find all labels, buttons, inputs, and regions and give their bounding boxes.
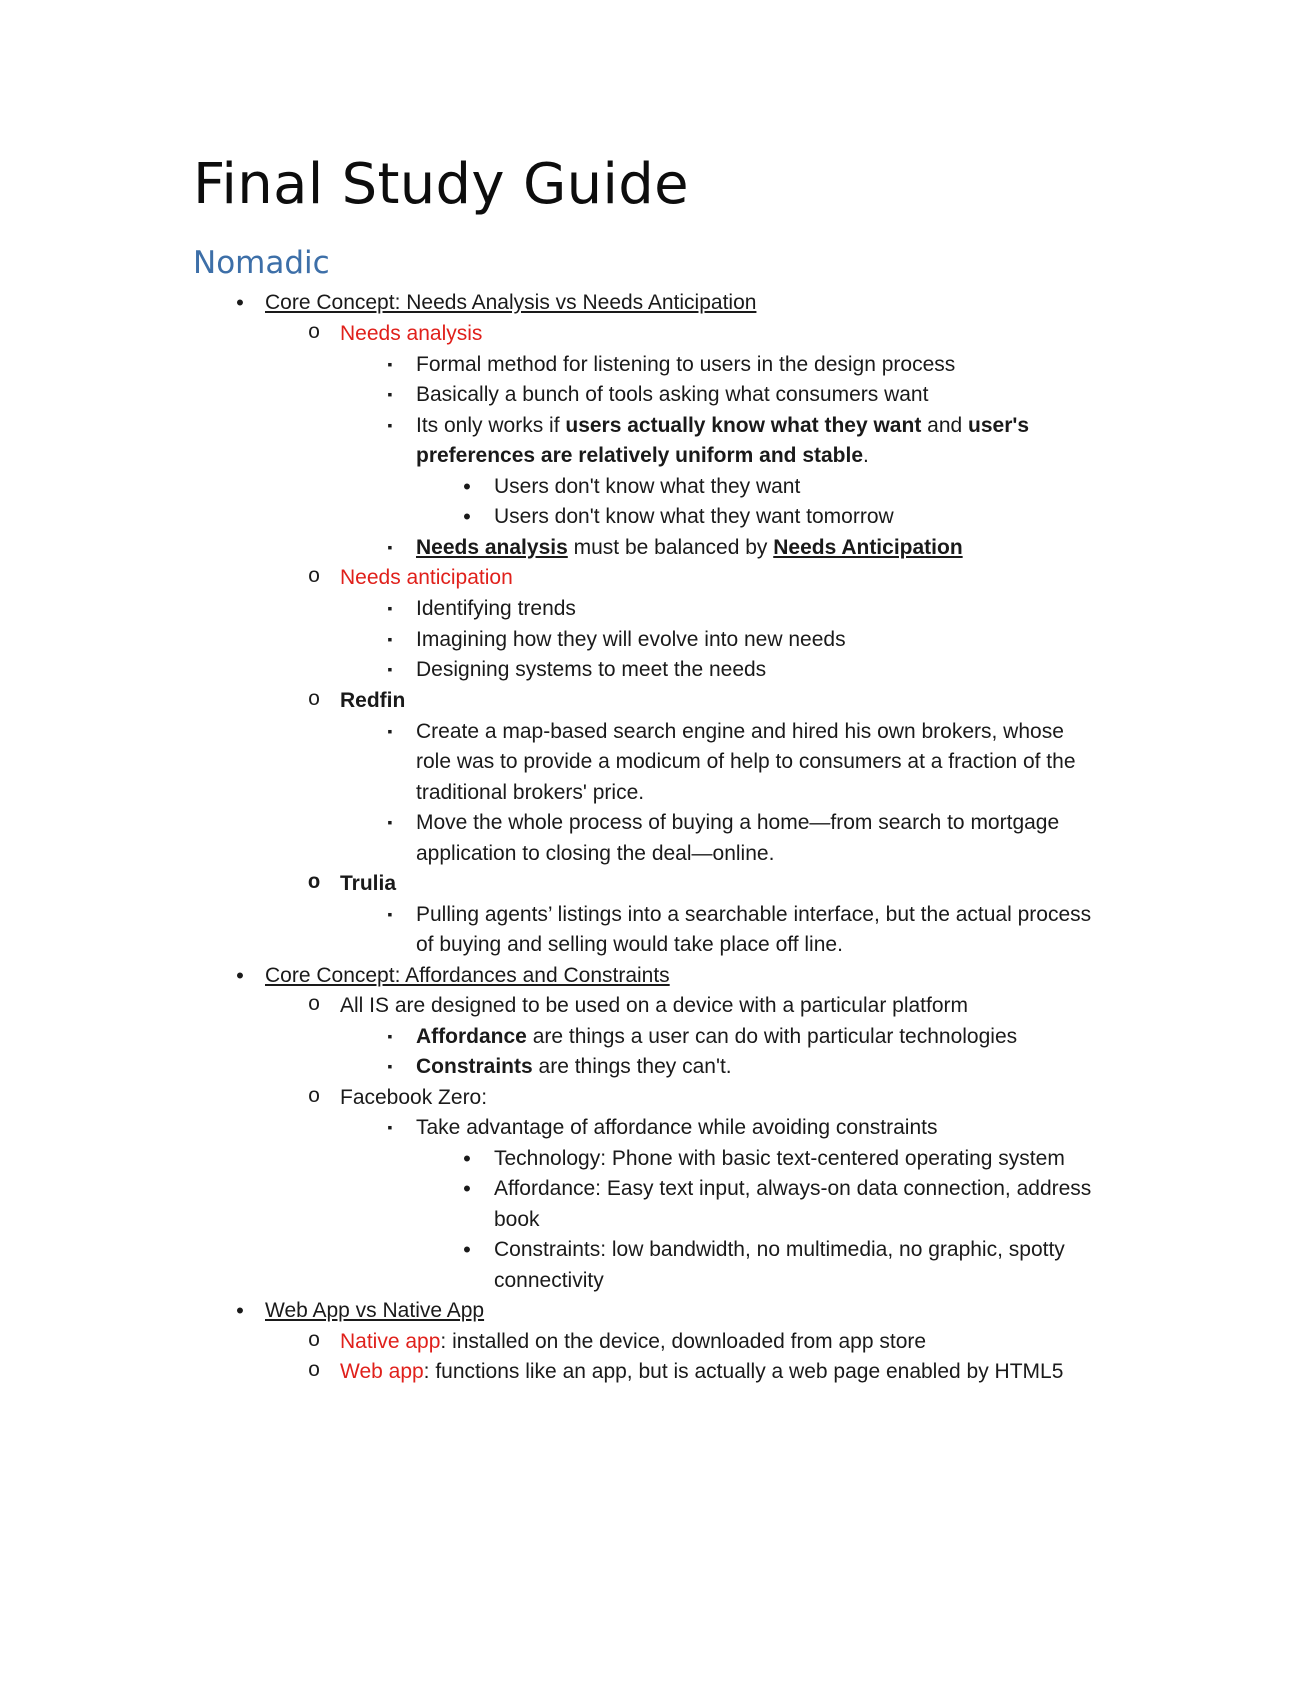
- text-run: : functions like an app, but is actually a web page enabled by HTML5: [423, 1360, 1064, 1383]
- list-item-text: Technology: Phone with basic text-centered operating system: [494, 1147, 1065, 1170]
- list-item-text: Facebook Zero:: [340, 1086, 488, 1109]
- text-run: : installed on the device, downloaded from app store: [440, 1330, 927, 1353]
- list-item-text: [416, 1051, 732, 1082]
- list-item-continuation: traditional brokers' price.: [416, 781, 645, 804]
- bullet-disc-icon: •: [463, 504, 471, 529]
- list-item-text: Basically a bunch of tools asking what consumers want: [416, 383, 929, 406]
- list-item-text: [416, 532, 963, 563]
- list-item-continuation: connectivity: [494, 1269, 604, 1292]
- list-item-text: [340, 1326, 926, 1357]
- list-item-text: Create a map-based search engine and hired his own brokers, whose: [416, 720, 1064, 743]
- bullet-disc-icon: •: [463, 474, 471, 499]
- bullet-square-icon: ▪: [387, 600, 393, 616]
- text-run: .: [863, 444, 869, 467]
- core-concept-label: Core Concept: Needs Analysis vs Needs Anticipation: [265, 291, 757, 314]
- section-heading: Nomadic: [193, 245, 330, 281]
- red-term: Web app: [340, 1360, 424, 1383]
- list-item-text: Imagining how they will evolve into new needs: [416, 628, 846, 651]
- list-item-text: Users don't know what they want: [494, 475, 801, 498]
- list-item-text: Pulling agents’ listings into a searchable interface, but the actual process: [416, 903, 1092, 926]
- list-item-continuation: role was to provide a modicum of help to consumers at a fraction of the: [416, 750, 1076, 773]
- list-item-continuation: application to closing the deal—online.: [416, 842, 775, 865]
- text-run: are things a user can do with particular technologies: [526, 1025, 1018, 1048]
- list-item-text: Affordance: Easy text input, always-on data connection, address: [494, 1177, 1092, 1200]
- text-run: and: [921, 414, 969, 437]
- bullet-square-icon: ▪: [387, 386, 393, 402]
- core-concept-label: Web App vs Native App: [265, 1299, 485, 1322]
- needs-analysis-label: Needs analysis: [340, 322, 483, 345]
- list-item-text: [416, 1021, 1017, 1052]
- text-run: Its only works if: [416, 414, 566, 437]
- needs-anticipation-label: Needs anticipation: [340, 566, 513, 589]
- bold-text: Affordance: [416, 1025, 527, 1048]
- bullet-circle-icon: o: [307, 1086, 321, 1109]
- list-item-text: [416, 410, 1029, 441]
- text-run: must be balanced by: [567, 536, 774, 559]
- list-item-text: Identifying trends: [416, 597, 576, 620]
- bullet-square-icon: ▪: [387, 417, 393, 433]
- bold-text: Needs analysis: [416, 536, 568, 559]
- list-item-text: Formal method for listening to users in the design process: [416, 353, 956, 376]
- redfin-label: Redfin: [340, 689, 406, 712]
- list-item-text: Users don't know what they want tomorrow: [494, 505, 894, 528]
- list-item-continuation: [416, 440, 869, 471]
- bullet-square-icon: ▪: [387, 1119, 393, 1135]
- bullet-circle-icon: o: [307, 1360, 321, 1383]
- bullet-square-icon: ▪: [387, 539, 393, 555]
- bullet-disc-icon: •: [236, 290, 244, 315]
- text-run: are things they can't.: [532, 1055, 732, 1078]
- red-term: Native app: [340, 1330, 441, 1353]
- bold-text: user's: [968, 414, 1030, 437]
- bullet-square-icon: ▪: [387, 906, 393, 922]
- bullet-square-icon: ▪: [387, 723, 393, 739]
- core-concept-label: Core Concept: Affordances and Constraints: [265, 964, 670, 987]
- list-item-continuation: book: [494, 1208, 540, 1231]
- list-item-text: Take advantage of affordance while avoiding constraints: [416, 1116, 938, 1139]
- bullet-disc-icon: •: [236, 1298, 244, 1323]
- list-item-text: [340, 1356, 1063, 1387]
- bullet-disc-icon: •: [463, 1176, 471, 1201]
- bullet-circle-icon: o: [307, 994, 321, 1017]
- bullet-square-icon: ▪: [387, 631, 393, 647]
- bullet-square-icon: ▪: [387, 814, 393, 830]
- list-item-text: All IS are designed to be used on a device with a particular platform: [340, 994, 969, 1017]
- list-item-text: Designing systems to meet the needs: [416, 658, 767, 681]
- bullet-disc-icon: •: [236, 963, 244, 988]
- bullet-square-icon: ▪: [387, 1058, 393, 1074]
- bullet-circle-icon: o: [307, 322, 321, 345]
- bullet-circle-icon: o: [307, 689, 321, 712]
- bullet-square-icon: ▪: [387, 1028, 393, 1044]
- trulia-label: Trulia: [340, 872, 397, 895]
- bullet-square-icon: ▪: [387, 661, 393, 677]
- document-title: Final Study Guide: [193, 152, 689, 217]
- bullet-circle-icon: o: [307, 1330, 321, 1353]
- bullet-square-icon: ▪: [387, 356, 393, 372]
- bullet-disc-icon: •: [463, 1237, 471, 1262]
- bullet-circle-icon: o: [307, 872, 321, 895]
- list-item-text: Constraints: low bandwidth, no multimedia, no graphic, spotty: [494, 1238, 1065, 1261]
- bullet-disc-icon: •: [463, 1146, 471, 1171]
- bold-text: Needs Anticipation: [773, 536, 963, 559]
- bold-text: Constraints: [416, 1055, 533, 1078]
- list-item-continuation: of buying and selling would take place off line.: [416, 933, 843, 956]
- bold-text: users actually know what they want: [565, 414, 922, 437]
- list-item-text: Move the whole process of buying a home—from search to mortgage: [416, 811, 1060, 834]
- bold-text: preferences are relatively uniform and stable: [416, 444, 864, 467]
- bullet-circle-icon: o: [307, 566, 321, 589]
